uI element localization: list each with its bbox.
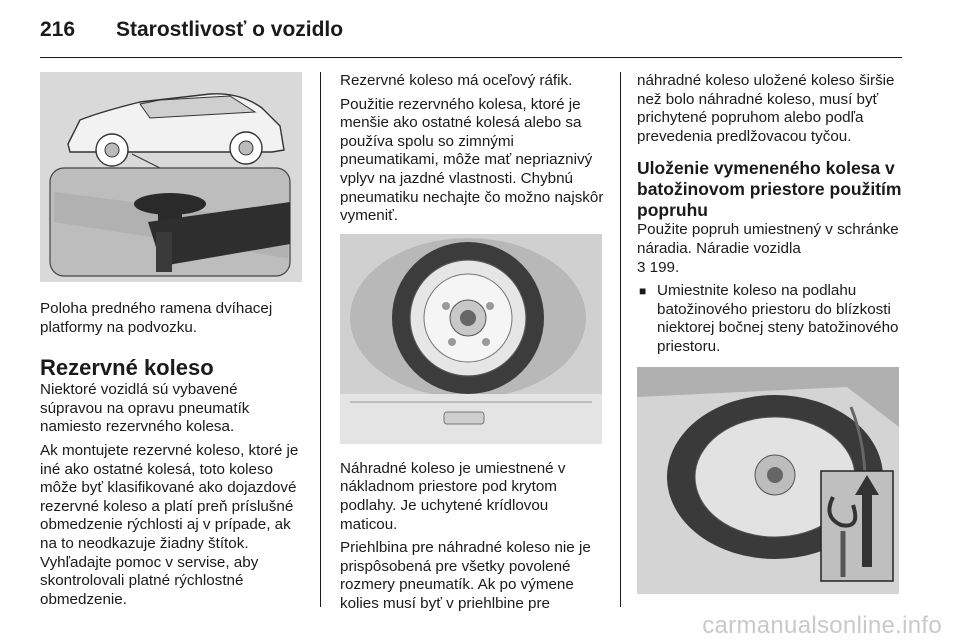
- paragraph: Rezervné koleso má oceľový ráfik.: [340, 72, 573, 89]
- bullet-text: Umiestnite koleso na podlahu batožinového priestoru do blízkosti niektorej bočnej steny batožinového priestoru.: [657, 282, 899, 355]
- paragraph: Niektoré vozidlá sú vybavené súpravou na opravu pneumatík namiesto rezervného kolesa.: [40, 381, 250, 436]
- figure-caption: Poloha predného ramena dvíhacej platformy na podvozku.: [40, 300, 273, 336]
- section-title: Starostlivosť o vozidlo: [116, 18, 344, 41]
- paragraph: Priehlbina pre náhradné koleso nie je prispôsobená pre všetky povolené rozmery pneumatík. Ak po výmene kolies musí byť v priehlbine pre: [340, 539, 591, 612]
- column-divider: [320, 72, 321, 607]
- paragraph: Ak montujete rezervné koleso, ktoré je iné ako ostatné kolesá, toto koleso môže byť klasifikované ako dojazdové rezervné koleso a platí preň príslušné obmedzenie rýchlosti aj v prípade, ak na to neodkazuje žiadny štítok. Vyhľadajte pomoc v servise, aby skontrolovali platné rýchlostné obmedzenie.: [40, 441, 299, 608]
- list-item: [637, 282, 902, 356]
- bullet-icon: ■: [639, 284, 647, 299]
- heading-strap: Uloženie vymeneného kolesa v batožinovom priestore použitím popruhu: [637, 158, 902, 221]
- page-reference: 3 199.: [637, 258, 680, 276]
- watermark: carmanualsonline.info: [702, 612, 942, 639]
- car-lift-illustration: [40, 72, 302, 282]
- page-header: [40, 14, 902, 54]
- header-divider: [40, 57, 902, 58]
- column-2: [340, 72, 605, 619]
- column-3: [637, 72, 902, 594]
- column-divider: [620, 72, 621, 607]
- spare-wheel-illustration: [340, 234, 602, 444]
- heading-spare-wheel: Rezervné koleso: [40, 355, 214, 381]
- column-1: [40, 72, 302, 614]
- paragraph: náhradné koleso uložené koleso širšie než bolo náhradné koleso, musí byť prichytené popruhom alebo podľa prevedenia predlžovacou tyčou.: [637, 72, 895, 145]
- paragraph: Náhradné koleso je umiestnené v nákladnom priestore pod krytom podlahy. Je uchytené krídlovou maticou.: [340, 459, 566, 533]
- paragraph: Použite popruh umiestnený v schránke náradia. Náradie vozidla: [637, 221, 899, 257]
- strap-figure: [637, 367, 899, 594]
- paragraph: Použitie rezervného kolesa, ktoré je menšie ako ostatné kolesá alebo sa používa spolu so zimnými pneumatikami, môže mať nepriaznivý vplyv na jazdné vlastnosti. Chybnú pneumatiku nechajte čo možno najskôr vymeniť.: [340, 95, 604, 225]
- spare-wheel-figure: [340, 234, 602, 444]
- strap-illustration: [637, 367, 899, 594]
- page-number: 216: [40, 18, 76, 41]
- car-lift-point-figure: [40, 72, 302, 282]
